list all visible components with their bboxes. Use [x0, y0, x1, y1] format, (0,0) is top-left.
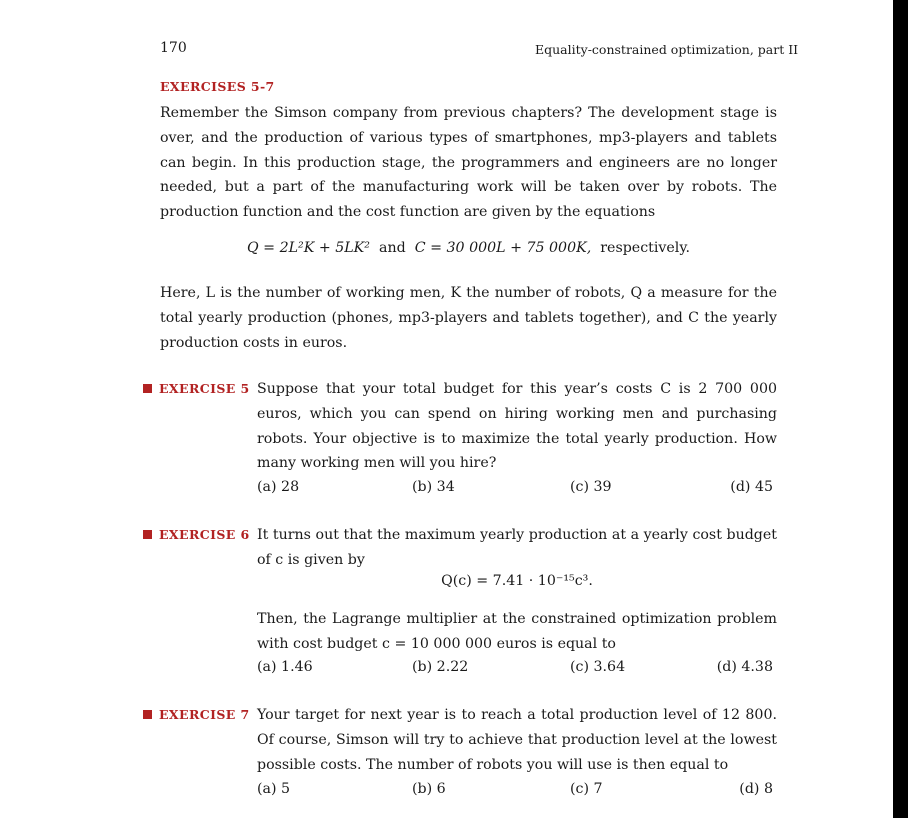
exercise-6-option-b: (b) 2.22 [412, 659, 469, 675]
exercise-7-text: Your target for next year is to reach a total production level of 12 800. Of course, Simson will try to achieve that production level at the lowest possible costs. The number of robots you will use is then equal to [257, 707, 777, 773]
exercise-5-label [143, 381, 250, 396]
eq-q-lhs: Q [247, 240, 259, 256]
running-head: Equality-constrained optimization, part II [535, 42, 799, 57]
exercise-6-option-d: (d) 4.38 [716, 659, 773, 675]
exercise-5-text: Suppose that your total budget for this year’s costs C is 2 700 000 euros, which you can spend on hiring working men and purchasing robots. Your objective is to maximize the total yearly production. How many working men will you hire? [257, 381, 777, 472]
exercise-5-option-a: (a) 28 [257, 479, 300, 495]
exercise-6-text-2: Then, the Lagrange multiplier at the constrained optimization problem with cost budget c = 10 000 000 euros is equal to [257, 611, 777, 652]
page-edge-bar [893, 0, 908, 818]
exercise-7-option-c: (c) 7 [570, 781, 603, 797]
exercise-7-options [257, 781, 777, 801]
exercise-5-option-b: (b) 34 [412, 479, 455, 495]
exercise-6-options [257, 659, 777, 679]
exercise-6-option-a: (a) 1.46 [257, 659, 313, 675]
section-title: EXERCISES 5-7 [160, 79, 275, 94]
exercise-7-option-a: (a) 5 [257, 781, 291, 797]
exercise-7-title: EXERCISE 7 [159, 707, 250, 722]
eq-c-lhs: C [414, 240, 426, 256]
eq-c-rhs: 30 000L + 75 000K, [446, 240, 592, 256]
eq-q-rhs: 2L²K + 5LK² [279, 240, 370, 256]
exercise-7-option-b: (b) 6 [412, 781, 446, 797]
page-number: 170 [160, 40, 187, 56]
exercise-5-title: EXERCISE 5 [159, 381, 250, 396]
exercise-6-label [143, 527, 250, 542]
production-cost-equations: Q = 2L²K + 5LK² and C = 30 000L + 75 000K, respectively. [247, 240, 690, 256]
intro-paragraph: Remember the Simson company from previous chapters? The development stage is over, and the production of various types of smartphones, mp3-players and tablets can begin. In this production stage, the programmers and engineers are no longer needed, but a part of the manufacturing work will be taken over by robots. The production function and the cost function are given by the equations [160, 105, 777, 221]
exercise-6-text: It turns out that the maximum yearly production at a yearly cost budget of c is given by [257, 527, 777, 568]
exercise-5-option-c: (c) 39 [570, 479, 612, 495]
exercise-6-title: EXERCISE 6 [159, 527, 250, 542]
eq-and: and [379, 240, 406, 256]
bullet-square-icon [143, 530, 152, 539]
exercise-7-label [143, 707, 250, 722]
exercise-6-option-c: (c) 3.64 [570, 659, 626, 675]
exercise-6-equation: Q(c) = 7.41 · 10⁻¹⁵c³. [441, 573, 593, 589]
exercise-5-option-d: (d) 45 [730, 479, 773, 495]
definitions-paragraph: Here, L is the number of working men, K the number of robots, Q a measure for the total yearly production (phones, mp3-players and tablets together), and C the yearly production costs in euros. [160, 285, 777, 351]
eq-respectively: respectively. [600, 240, 690, 256]
bullet-square-icon [143, 384, 152, 393]
exercise-7-option-d: (d) 8 [739, 781, 773, 797]
bullet-square-icon [143, 710, 152, 719]
exercise-5-options [257, 479, 777, 499]
